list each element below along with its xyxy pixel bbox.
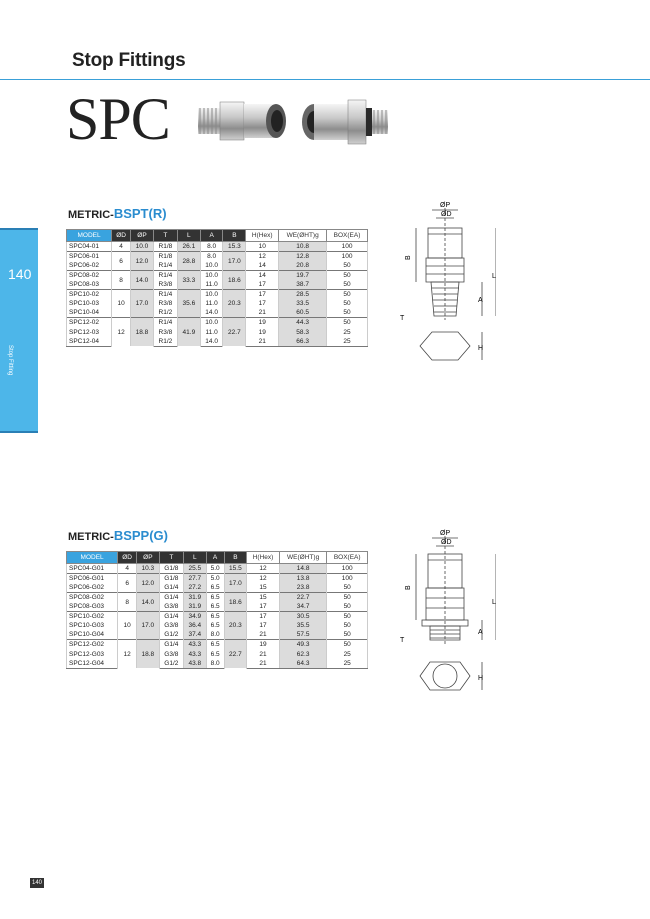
cell-a: 6.5 (206, 612, 224, 622)
cell-weight: 10.8 (279, 242, 327, 252)
side-tab-page-number: 140 (8, 266, 32, 282)
cell-thread: G1/4 (159, 612, 183, 622)
table-row (67, 290, 368, 300)
cell-hex: 19 (246, 327, 279, 336)
cell-op: 12.0 (131, 252, 154, 271)
cell-thread: R3/8 (153, 299, 177, 308)
cell-box: 50 (327, 612, 368, 622)
cell-weight: 35.5 (279, 621, 326, 630)
cell-box: 25 (327, 337, 368, 347)
cell-box: 50 (327, 290, 368, 300)
cell-weight: 60.5 (279, 308, 327, 318)
cell-hex: 17 (246, 290, 279, 300)
cell-model: SPC12-04 (67, 337, 112, 347)
column-header: A (206, 552, 224, 564)
cell-thread: G1/4 (159, 640, 183, 650)
cell-od: 10 (112, 290, 131, 318)
cell-a: 10.0 (200, 290, 223, 300)
cell-box: 100 (327, 252, 368, 262)
cell-od: 12 (112, 318, 131, 346)
series-name: SPC (66, 86, 170, 152)
cell-model: SPC06-G02 (67, 583, 118, 593)
cell-a: 6.5 (206, 640, 224, 650)
cell-weight: 14.8 (279, 564, 326, 574)
cell-box: 100 (327, 564, 368, 574)
column-header: B (223, 230, 246, 242)
cell-b: 22.7 (224, 640, 247, 668)
cell-weight: 66.3 (279, 337, 327, 347)
cell-length: 27.7 (184, 574, 207, 584)
cell-a: 10.0 (200, 261, 223, 271)
cell-model: SPC10-04 (67, 308, 112, 318)
cell-model: SPC12-02 (67, 318, 112, 328)
cell-weight: 12.8 (279, 252, 327, 262)
cell-model: SPC06-G01 (67, 574, 118, 584)
column-header: WE(ØHT)g (279, 230, 327, 242)
cell-a: 11.0 (200, 327, 223, 336)
cell-b: 18.6 (223, 271, 246, 290)
cell-model: SPC08-02 (67, 271, 112, 281)
cell-b: 15.5 (224, 564, 247, 574)
cell-b: 20.3 (224, 612, 247, 640)
cell-od: 8 (112, 271, 131, 290)
cell-length: 26.1 (177, 242, 200, 252)
cell-a: 14.0 (200, 308, 223, 318)
table-header-row (67, 230, 368, 242)
cell-thread: G3/8 (159, 621, 183, 630)
cell-thread: G1/2 (159, 659, 183, 669)
cell-a: 8.0 (200, 252, 223, 262)
drawing-label-h: H (478, 345, 484, 352)
drawing-label-b: B (405, 255, 412, 260)
column-header: ØP (137, 552, 160, 564)
cell-od: 6 (118, 574, 137, 593)
drawing-label-b: B (405, 585, 412, 590)
cell-length: 33.3 (177, 271, 200, 290)
cell-od: 6 (112, 252, 131, 271)
column-header: T (159, 552, 183, 564)
cell-op: 17.0 (137, 612, 160, 640)
table-row (67, 602, 368, 612)
cell-box: 50 (327, 318, 368, 328)
table-row (67, 612, 368, 622)
column-header: WE(ØHT)g (279, 552, 326, 564)
spec-table-bspt (66, 229, 368, 347)
cell-op: 10.3 (137, 564, 160, 574)
spec-table-bspp (66, 551, 368, 669)
cell-thread: R3/8 (153, 280, 177, 290)
cell-box: 100 (327, 574, 368, 584)
cell-weight: 49.3 (279, 640, 326, 650)
table-row (67, 630, 368, 640)
drawing-label-t: T (400, 315, 405, 322)
cell-model: SPC12-03 (67, 327, 112, 336)
section-heading-bspp (68, 528, 168, 543)
cell-model: SPC06-02 (67, 261, 112, 271)
table-row (67, 242, 368, 252)
column-header: B (224, 552, 247, 564)
header-divider (0, 79, 650, 80)
cell-b: 15.3 (223, 242, 246, 252)
cell-weight: 33.5 (279, 299, 327, 308)
cell-thread: G3/8 (159, 649, 183, 658)
cell-op: 14.0 (131, 271, 154, 290)
cell-box: 50 (327, 271, 368, 281)
cell-model: SPC04-G01 (67, 564, 118, 574)
column-header: BOX(EA) (327, 230, 368, 242)
section-prefix: METRIC- (68, 209, 114, 221)
cell-box: 50 (327, 299, 368, 308)
cell-a: 10.0 (200, 271, 223, 281)
section-code: BSPP(G) (113, 528, 168, 543)
cell-length: 31.9 (184, 593, 207, 603)
cell-weight: 38.7 (279, 280, 327, 290)
cell-thread: G3/8 (159, 602, 183, 612)
drawing-label-d: ØD (441, 211, 452, 218)
section-heading-bspt (68, 206, 167, 221)
table-row (67, 659, 368, 669)
cell-length: 27.2 (184, 583, 207, 593)
cell-length: 36.4 (184, 621, 207, 630)
cell-thread: R1/4 (153, 271, 177, 281)
cell-a: 6.5 (206, 583, 224, 593)
cell-a: 6.5 (206, 621, 224, 630)
cell-model: SPC04-01 (67, 242, 112, 252)
cell-thread: R1/4 (153, 261, 177, 271)
cell-hex: 17 (247, 612, 280, 622)
drawing-label-l: L (492, 273, 496, 280)
drawing-label-l: L (492, 599, 496, 606)
drawing-label-t: T (400, 637, 405, 644)
cell-box: 25 (327, 649, 368, 658)
cell-thread: R1/2 (153, 308, 177, 318)
cell-box: 25 (327, 659, 368, 669)
cell-hex: 21 (247, 649, 280, 658)
cell-a: 10.0 (200, 318, 223, 328)
cell-model: SPC10-02 (67, 290, 112, 300)
cell-b: 17.0 (224, 574, 247, 593)
cell-od: 4 (112, 242, 131, 252)
cell-weight: 58.3 (279, 327, 327, 336)
drawing-label-a: A (478, 297, 483, 304)
cell-model: SPC10-03 (67, 299, 112, 308)
cell-thread: R1/2 (153, 337, 177, 347)
cell-hex: 17 (247, 602, 280, 612)
page-title: Stop Fittings (72, 50, 186, 71)
column-header: H(Hex) (247, 552, 280, 564)
cell-hex: 10 (246, 242, 279, 252)
cell-model: SPC08-03 (67, 280, 112, 290)
section-code: BSPT(R) (113, 206, 167, 221)
cell-hex: 17 (247, 621, 280, 630)
cell-hex: 12 (247, 564, 280, 574)
cell-box: 50 (327, 593, 368, 603)
cell-hex: 21 (246, 308, 279, 318)
cell-box: 50 (327, 621, 368, 630)
cell-box: 50 (327, 583, 368, 593)
cell-weight: 13.8 (279, 574, 326, 584)
cell-op: 10.0 (131, 242, 154, 252)
cell-weight: 44.3 (279, 318, 327, 328)
cell-op: 18.8 (131, 318, 154, 346)
cell-a: 8.0 (206, 630, 224, 640)
cell-hex: 17 (246, 280, 279, 290)
cell-weight: 62.3 (279, 649, 326, 658)
cell-length: 28.8 (177, 252, 200, 271)
column-header: L (184, 552, 207, 564)
section-prefix: METRIC- (68, 531, 114, 543)
cell-length: 37.4 (184, 630, 207, 640)
cell-a: 14.0 (200, 337, 223, 347)
cell-b: 17.0 (223, 252, 246, 271)
cell-model: SPC12-G03 (67, 649, 118, 658)
table-header-row (67, 552, 368, 564)
cell-hex: 21 (246, 337, 279, 347)
cell-thread: G1/8 (159, 564, 183, 574)
cell-weight: 22.7 (279, 593, 326, 603)
product-photo-bspp (300, 96, 392, 152)
cell-thread: R1/4 (153, 318, 177, 328)
column-header: MODEL (67, 230, 112, 242)
cell-thread: R3/8 (153, 327, 177, 336)
cell-hex: 12 (247, 574, 280, 584)
table-row (67, 574, 368, 584)
cell-op: 17.0 (131, 290, 154, 318)
table-row (67, 252, 368, 262)
cell-thread: R1/4 (153, 290, 177, 300)
cell-weight: 30.5 (279, 612, 326, 622)
cell-hex: 19 (247, 640, 280, 650)
cell-thread: G1/4 (159, 593, 183, 603)
cell-model: SPC12-G02 (67, 640, 118, 650)
cell-hex: 14 (246, 271, 279, 281)
cell-hex: 19 (246, 318, 279, 328)
column-header: MODEL (67, 552, 118, 564)
cell-box: 50 (327, 630, 368, 640)
cell-hex: 15 (247, 583, 280, 593)
table-row (67, 640, 368, 650)
cell-model: SPC06-01 (67, 252, 112, 262)
cell-length: 25.5 (184, 564, 207, 574)
cell-box: 50 (327, 280, 368, 290)
cell-a: 6.5 (206, 593, 224, 603)
cell-a: 11.0 (200, 280, 223, 290)
cell-box: 100 (327, 242, 368, 252)
cell-a: 11.0 (200, 299, 223, 308)
cell-model: SPC10-G03 (67, 621, 118, 630)
drawing-label-p: ØP (440, 530, 451, 537)
cell-od: 10 (118, 612, 137, 640)
cell-weight: 57.5 (279, 630, 326, 640)
table-row (67, 318, 368, 328)
cell-a: 5.0 (206, 564, 224, 574)
cell-length: 41.9 (177, 318, 200, 346)
cell-box: 50 (327, 640, 368, 650)
cell-od: 12 (118, 640, 137, 668)
dimension-drawing-bspp (396, 526, 496, 722)
table-row (67, 583, 368, 593)
table-row (67, 564, 368, 574)
table-row (67, 271, 368, 281)
cell-a: 8.0 (206, 659, 224, 669)
cell-model: SPC08-G02 (67, 593, 118, 603)
cell-hex: 14 (246, 261, 279, 271)
cell-length: 31.9 (184, 602, 207, 612)
cell-model: SPC08-G03 (67, 602, 118, 612)
cell-weight: 23.8 (279, 583, 326, 593)
cell-a: 5.0 (206, 574, 224, 584)
cell-hex: 21 (247, 630, 280, 640)
cell-box: 50 (327, 602, 368, 612)
cell-thread: R1/8 (153, 252, 177, 262)
table-row (67, 649, 368, 658)
cell-a: 6.5 (206, 649, 224, 658)
cell-op: 12.0 (137, 574, 160, 593)
cell-weight: 34.7 (279, 602, 326, 612)
cell-weight: 64.3 (279, 659, 326, 669)
cell-thread: R1/8 (153, 242, 177, 252)
cell-weight: 19.7 (279, 271, 327, 281)
cell-b: 18.6 (224, 593, 247, 612)
cell-model: SPC10-G04 (67, 630, 118, 640)
cell-box: 50 (327, 308, 368, 318)
cell-b: 22.7 (223, 318, 246, 346)
drawing-label-p: ØP (440, 202, 451, 209)
drawing-label-h: H (478, 675, 484, 682)
column-header: ØD (112, 230, 131, 242)
table-row (67, 593, 368, 603)
dimension-drawing-bspt (396, 198, 496, 394)
cell-hex: 17 (246, 299, 279, 308)
cell-weight: 28.5 (279, 290, 327, 300)
cell-od: 8 (118, 593, 137, 612)
cell-length: 43.3 (184, 640, 207, 650)
cell-length: 43.8 (184, 659, 207, 669)
product-photo-bspt (196, 92, 291, 150)
cell-a: 8.0 (200, 242, 223, 252)
cell-thread: G1/8 (159, 574, 183, 584)
column-header: A (200, 230, 223, 242)
cell-thread: G1/4 (159, 583, 183, 593)
cell-b: 20.3 (223, 290, 246, 318)
cell-op: 14.0 (137, 593, 160, 612)
cell-hex: 15 (247, 593, 280, 603)
side-tab (0, 228, 38, 433)
cell-length: 43.3 (184, 649, 207, 658)
drawing-label-a: A (478, 629, 483, 636)
cell-length: 34.9 (184, 612, 207, 622)
column-header: T (153, 230, 177, 242)
cell-thread: G1/2 (159, 630, 183, 640)
side-tab-label: Stop Fitting (7, 345, 13, 376)
cell-length: 35.6 (177, 290, 200, 318)
cell-model: SPC10-G02 (67, 612, 118, 622)
cell-model: SPC12-G04 (67, 659, 118, 669)
cell-a: 6.5 (206, 602, 224, 612)
cell-box: 50 (327, 261, 368, 271)
table-row (67, 621, 368, 630)
column-header: H(Hex) (246, 230, 279, 242)
cell-hex: 21 (247, 659, 280, 669)
cell-box: 25 (327, 327, 368, 336)
column-header: L (177, 230, 200, 242)
cell-hex: 12 (246, 252, 279, 262)
cell-od: 4 (118, 564, 137, 574)
cell-op: 18.8 (137, 640, 160, 668)
column-header: ØD (118, 552, 137, 564)
column-header: BOX(EA) (327, 552, 368, 564)
column-header: ØP (131, 230, 154, 242)
cell-weight: 20.8 (279, 261, 327, 271)
page-number: 140 (31, 880, 42, 886)
drawing-label-d: ØD (441, 539, 452, 546)
